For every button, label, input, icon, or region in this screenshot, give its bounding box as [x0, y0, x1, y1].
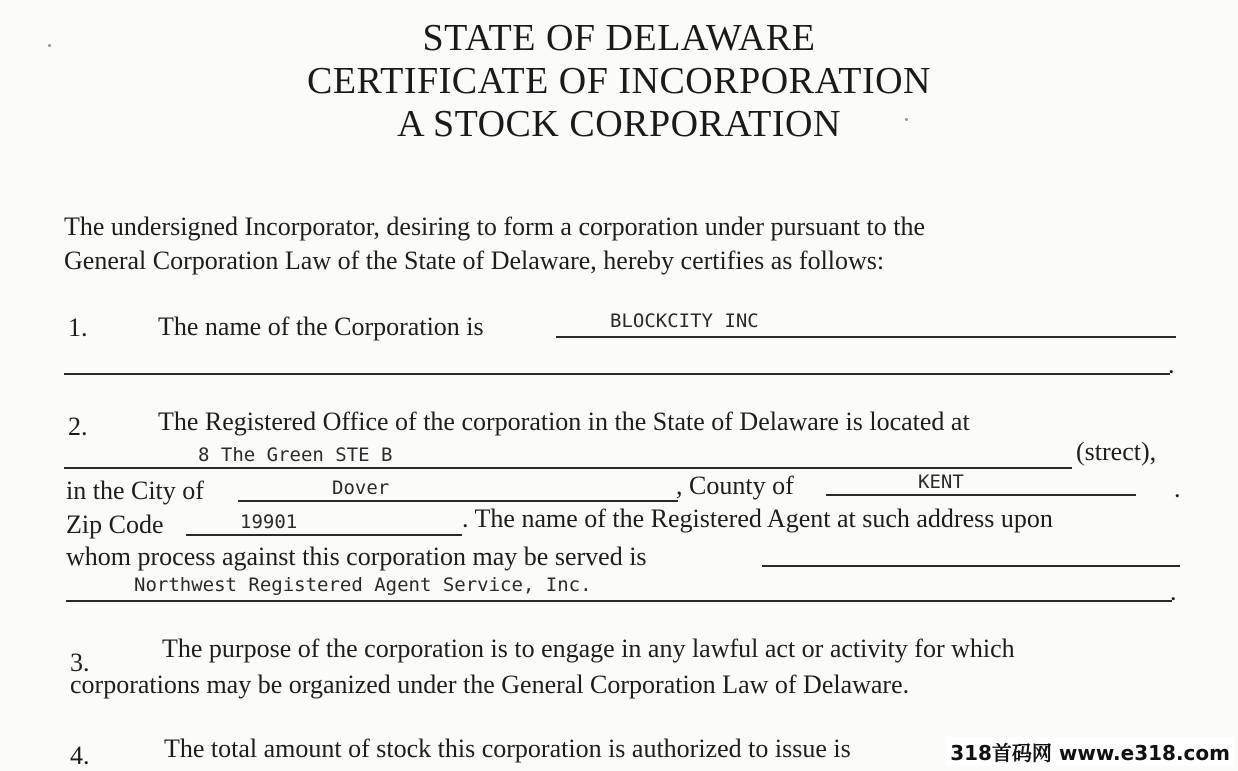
title-stock-corporation: A STOCK CORPORATION: [397, 103, 841, 145]
registered-agent-value: Northwest Registered Agent Service, Inc.: [134, 574, 592, 596]
period: .: [1174, 474, 1181, 503]
corporation-name-line: [556, 336, 1176, 338]
county-label: , County of: [676, 471, 794, 500]
street-suffix: (strect),: [1076, 437, 1157, 466]
article-3-line-1: The purpose of the corporation is to engage in any lawful act or activity for which: [162, 634, 1015, 663]
article-3-number: 3.: [70, 648, 90, 677]
period: .: [1168, 350, 1175, 379]
street-value: 8 The Green STE B: [198, 444, 393, 466]
watermark: 318首码网 www.e318.com: [946, 737, 1234, 766]
article-4-text: The total amount of stock this corporation is authorized to issue is: [164, 734, 851, 763]
intro-line-1: The undersigned Incorporator, desiring to form a corporation under pursuant to the: [64, 212, 926, 241]
article-1-text: The name of the Corporation is: [158, 312, 484, 341]
title-state: STATE OF DELAWARE: [422, 17, 816, 59]
county-line: [826, 494, 1136, 496]
scan-speck: [905, 118, 908, 121]
registered-agent-line: [66, 600, 1172, 602]
city-value: Dover: [332, 477, 390, 499]
corporation-name-value: BLOCKCITY INC: [610, 310, 759, 332]
scan-speck: [48, 44, 51, 47]
title-certificate: CERTIFICATE OF INCORPORATION: [307, 60, 931, 102]
served-text: whom process against this corporation may be served is: [66, 542, 647, 571]
article-2-line-1: The Registered Office of the corporation in the State of Delaware is located at: [158, 407, 970, 436]
article-3-line-2: corporations may be organized under the General Corporation Law of Delaware.: [70, 670, 910, 699]
zip-value: 19901: [240, 511, 298, 533]
city-line: [238, 500, 678, 502]
intro-line-2: General Corporation Law of the State of Delaware, hereby certifies as follows:: [64, 246, 885, 275]
article-4-number: 4.: [70, 741, 90, 770]
city-label: in the City of: [66, 476, 204, 505]
zip-label: Zip Code: [66, 510, 164, 539]
zip-line: [186, 534, 462, 536]
article-1-number: 1.: [68, 313, 88, 342]
article-2-number: 2.: [68, 412, 88, 441]
county-value: KENT: [918, 471, 964, 493]
corporation-name-line-2: [64, 373, 1170, 375]
street-line: [64, 467, 1072, 469]
registered-agent-text: . The name of the Registered Agent at such address upon: [462, 504, 1053, 533]
period: .: [1170, 577, 1177, 606]
served-line: [762, 565, 1180, 567]
